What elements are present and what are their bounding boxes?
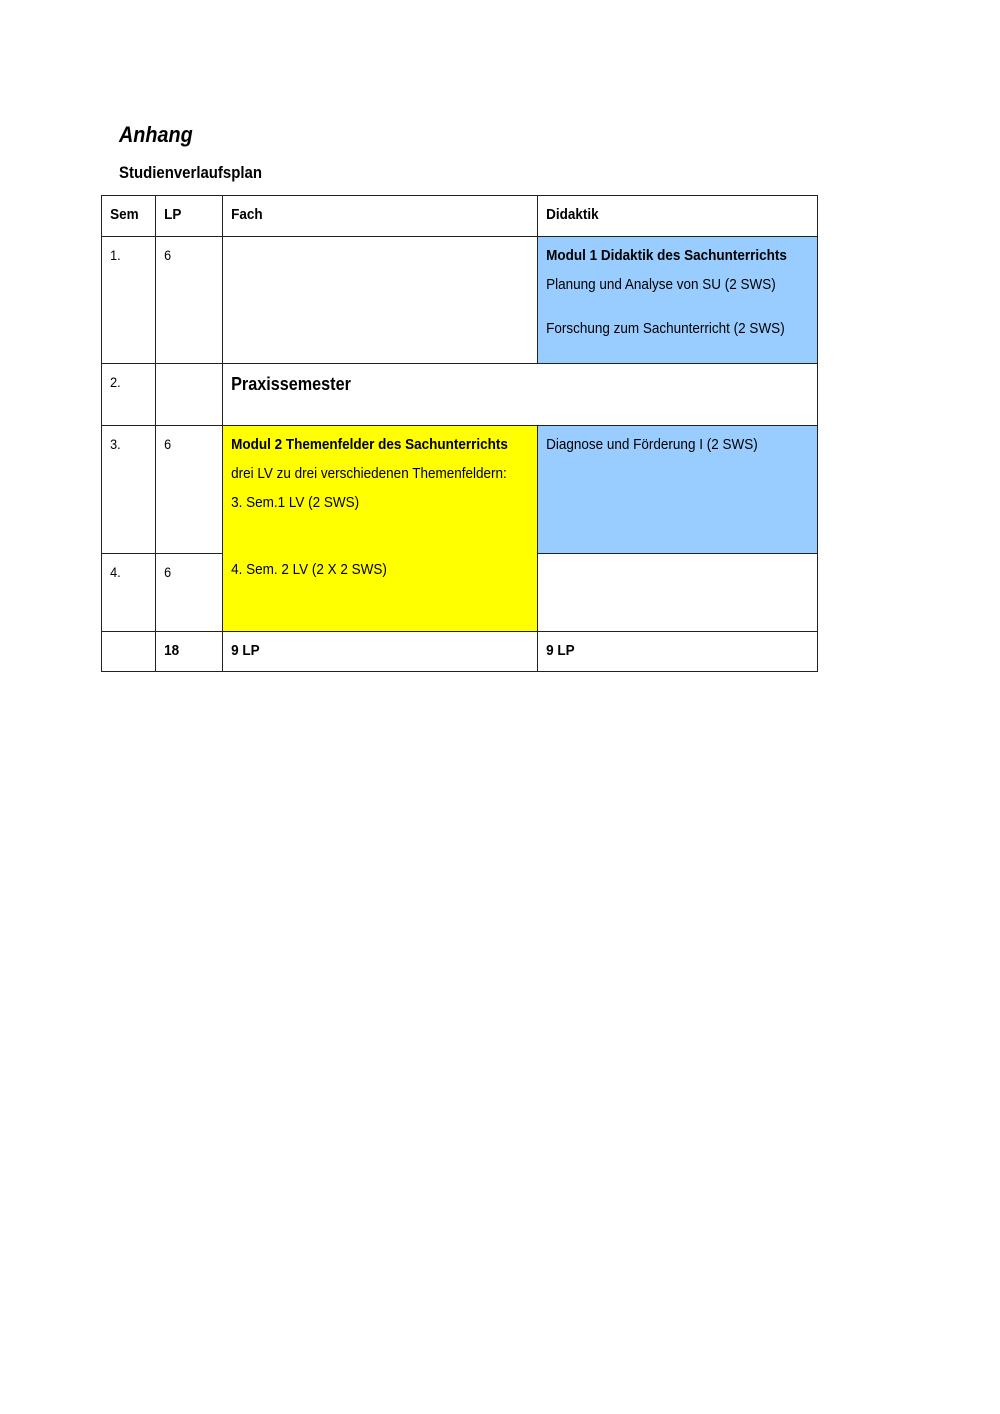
row3-didaktik: Diagnose und Förderung I (2 SWS) — [538, 426, 818, 554]
header-didaktik: Didaktik — [538, 196, 818, 237]
total-didaktik: 9 LP — [538, 632, 818, 672]
module1-title: Modul 1 Didaktik des Sachunterrichts — [546, 247, 787, 264]
section-title: Studienverlaufsplan — [119, 163, 262, 182]
module1-course-1: Planung und Analyse von SU (2 SWS) — [546, 276, 776, 293]
row1-fach — [223, 237, 538, 364]
module1-course-2: Forschung zum Sachunterricht (2 SWS) — [546, 320, 785, 337]
row3-lp: 6 — [156, 426, 223, 554]
header-fach: Fach — [223, 196, 538, 237]
row2-lp — [156, 364, 223, 426]
row4-sem: 4. — [102, 554, 156, 632]
table-row — [102, 364, 818, 426]
row4-lp: 6 — [156, 554, 223, 632]
row3-sem: 3. — [102, 426, 156, 554]
module2-description: drei LV zu drei verschiedenen Themenfeldern: — [231, 465, 507, 482]
table-total-row — [102, 632, 818, 672]
table-row — [102, 237, 818, 364]
row2-sem: 2. — [102, 364, 156, 426]
page-title: Anhang — [119, 122, 193, 147]
total-fach: 9 LP — [223, 632, 538, 672]
module2-title: Modul 2 Themenfelder des Sachunterrichts — [231, 436, 508, 453]
row3-fach-module — [223, 426, 538, 632]
header-lp: LP — [156, 196, 223, 237]
row4-didaktik — [538, 554, 818, 632]
row1-lp: 6 — [156, 237, 223, 364]
module2-sem3: 3. Sem.1 LV (2 SWS) — [231, 494, 360, 511]
module2-sem4: 4. Sem. 2 LV (2 X 2 SWS) — [231, 561, 387, 578]
total-sem — [102, 632, 156, 672]
row1-sem: 1. — [102, 237, 156, 364]
row1-didaktik-module — [538, 237, 818, 364]
total-lp: 18 — [156, 632, 223, 672]
study-plan-table — [101, 195, 818, 672]
row2-praxissemester: Praxissemester — [223, 364, 818, 426]
table-header-row — [102, 196, 818, 237]
header-sem: Sem — [102, 196, 156, 237]
table-row — [102, 426, 818, 554]
